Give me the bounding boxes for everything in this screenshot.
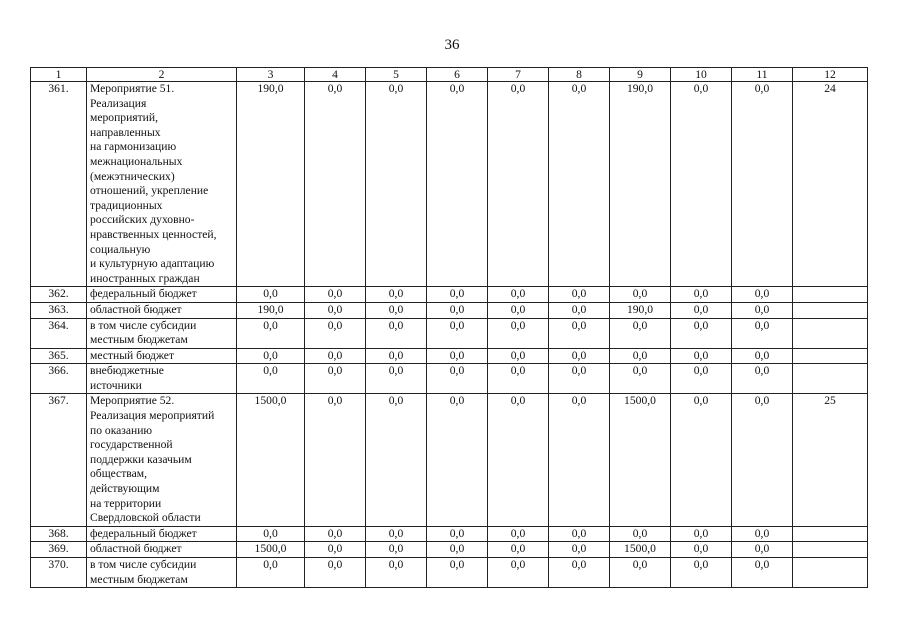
target-reference [793, 318, 868, 348]
value-cell: 0,0 [366, 542, 427, 558]
row-name: областной бюджет [87, 542, 237, 558]
column-header-4: 4 [305, 68, 366, 82]
value-cell: 0,0 [366, 558, 427, 588]
value-cell: 0,0 [237, 364, 305, 394]
column-header-6: 6 [427, 68, 488, 82]
value-cell: 0,0 [732, 558, 793, 588]
row-number: 362. [31, 287, 87, 303]
value-cell: 1500,0 [610, 542, 671, 558]
value-cell: 0,0 [305, 348, 366, 364]
table-row [31, 318, 868, 348]
value-cell: 0,0 [366, 526, 427, 542]
value-cell: 0,0 [427, 542, 488, 558]
table-row [31, 82, 868, 287]
value-cell: 0,0 [366, 348, 427, 364]
value-cell: 0,0 [549, 394, 610, 526]
row-name: Мероприятие 52. Реализация мероприятий по оказанию государственной поддержки казачьим обществам, действующим на территории Свердловской области [87, 394, 237, 526]
value-cell: 0,0 [549, 348, 610, 364]
value-cell: 0,0 [427, 348, 488, 364]
value-cell: 0,0 [427, 526, 488, 542]
table-row [31, 526, 868, 542]
value-cell: 0,0 [366, 82, 427, 287]
target-reference [793, 302, 868, 318]
table-row [31, 558, 868, 588]
column-header-12: 12 [793, 68, 868, 82]
table-row [31, 394, 868, 526]
value-cell: 0,0 [732, 287, 793, 303]
column-header-8: 8 [549, 68, 610, 82]
value-cell: 0,0 [305, 287, 366, 303]
value-cell: 0,0 [427, 318, 488, 348]
value-cell: 1500,0 [610, 394, 671, 526]
value-cell: 0,0 [488, 364, 549, 394]
value-cell: 0,0 [610, 348, 671, 364]
value-cell: 190,0 [237, 302, 305, 318]
value-cell: 0,0 [549, 287, 610, 303]
value-cell: 190,0 [237, 82, 305, 287]
value-cell: 0,0 [671, 82, 732, 287]
value-cell: 0,0 [305, 558, 366, 588]
row-number: 370. [31, 558, 87, 588]
row-name: внебюджетные источники [87, 364, 237, 394]
row-name: федеральный бюджет [87, 287, 237, 303]
value-cell: 0,0 [427, 558, 488, 588]
value-cell: 0,0 [671, 542, 732, 558]
column-header-10: 10 [671, 68, 732, 82]
table-row [31, 364, 868, 394]
target-reference: 24 [793, 82, 868, 287]
table-body [31, 68, 868, 588]
header-row [31, 68, 868, 82]
value-cell: 0,0 [732, 302, 793, 318]
table-row [31, 542, 868, 558]
value-cell: 0,0 [488, 318, 549, 348]
value-cell: 0,0 [610, 287, 671, 303]
value-cell: 0,0 [732, 526, 793, 542]
row-name: областной бюджет [87, 302, 237, 318]
value-cell: 0,0 [549, 302, 610, 318]
row-number: 361. [31, 82, 87, 287]
row-name: в том числе субсидии местным бюджетам [87, 558, 237, 588]
row-number: 363. [31, 302, 87, 318]
column-header-5: 5 [366, 68, 427, 82]
row-name: в том числе субсидии местным бюджетам [87, 318, 237, 348]
column-header-9: 9 [610, 68, 671, 82]
value-cell: 0,0 [610, 318, 671, 348]
column-header-1: 1 [31, 68, 87, 82]
value-cell: 0,0 [237, 287, 305, 303]
row-name: местный бюджет [87, 348, 237, 364]
value-cell: 0,0 [549, 558, 610, 588]
value-cell: 0,0 [488, 348, 549, 364]
value-cell: 0,0 [732, 364, 793, 394]
value-cell: 0,0 [610, 364, 671, 394]
value-cell: 0,0 [671, 287, 732, 303]
budget-table [30, 67, 868, 588]
value-cell: 0,0 [671, 394, 732, 526]
value-cell: 0,0 [366, 364, 427, 394]
row-number: 364. [31, 318, 87, 348]
value-cell: 0,0 [237, 348, 305, 364]
value-cell: 0,0 [488, 526, 549, 542]
value-cell: 0,0 [732, 82, 793, 287]
target-reference [793, 364, 868, 394]
value-cell: 0,0 [305, 318, 366, 348]
value-cell: 0,0 [488, 558, 549, 588]
value-cell: 0,0 [366, 394, 427, 526]
value-cell: 0,0 [488, 302, 549, 318]
value-cell: 0,0 [610, 526, 671, 542]
value-cell: 0,0 [488, 394, 549, 526]
value-cell: 0,0 [366, 318, 427, 348]
table-row [31, 302, 868, 318]
value-cell: 0,0 [305, 394, 366, 526]
value-cell: 0,0 [305, 526, 366, 542]
value-cell: 0,0 [237, 526, 305, 542]
column-header-3: 3 [237, 68, 305, 82]
value-cell: 0,0 [427, 394, 488, 526]
value-cell: 0,0 [671, 526, 732, 542]
target-reference: 25 [793, 394, 868, 526]
value-cell: 0,0 [305, 364, 366, 394]
value-cell: 0,0 [549, 82, 610, 287]
value-cell: 0,0 [549, 364, 610, 394]
value-cell: 0,0 [671, 348, 732, 364]
value-cell: 0,0 [427, 302, 488, 318]
value-cell: 0,0 [610, 558, 671, 588]
table-row [31, 287, 868, 303]
row-number: 367. [31, 394, 87, 526]
value-cell: 0,0 [549, 526, 610, 542]
row-name: федеральный бюджет [87, 526, 237, 542]
value-cell: 0,0 [671, 364, 732, 394]
value-cell: 190,0 [610, 82, 671, 287]
row-number: 369. [31, 542, 87, 558]
value-cell: 0,0 [732, 318, 793, 348]
value-cell: 0,0 [237, 318, 305, 348]
value-cell: 0,0 [488, 542, 549, 558]
value-cell: 0,0 [549, 318, 610, 348]
target-reference [793, 558, 868, 588]
value-cell: 0,0 [732, 542, 793, 558]
value-cell: 0,0 [671, 302, 732, 318]
row-number: 366. [31, 364, 87, 394]
column-header-11: 11 [732, 68, 793, 82]
value-cell: 0,0 [305, 82, 366, 287]
value-cell: 0,0 [366, 302, 427, 318]
value-cell: 0,0 [732, 394, 793, 526]
value-cell: 190,0 [610, 302, 671, 318]
row-number: 368. [31, 526, 87, 542]
target-reference [793, 542, 868, 558]
value-cell: 0,0 [305, 542, 366, 558]
value-cell: 0,0 [237, 558, 305, 588]
value-cell: 0,0 [427, 364, 488, 394]
value-cell: 0,0 [488, 82, 549, 287]
value-cell: 0,0 [671, 318, 732, 348]
value-cell: 1500,0 [237, 542, 305, 558]
column-header-7: 7 [488, 68, 549, 82]
column-header-2: 2 [87, 68, 237, 82]
row-number: 365. [31, 348, 87, 364]
value-cell: 0,0 [427, 82, 488, 287]
value-cell: 0,0 [488, 287, 549, 303]
value-cell: 0,0 [366, 287, 427, 303]
row-name: Мероприятие 51. Реализация мероприятий, направленных на гармонизацию межнациональных (межэтнических) отношений, укрепление традиционных российских духовно- нравственных ценностей, социальную и культурную адаптацию иностранных граждан [87, 82, 237, 287]
table-row [31, 348, 868, 364]
value-cell: 1500,0 [237, 394, 305, 526]
value-cell: 0,0 [732, 348, 793, 364]
target-reference [793, 348, 868, 364]
target-reference [793, 526, 868, 542]
value-cell: 0,0 [671, 558, 732, 588]
value-cell: 0,0 [305, 302, 366, 318]
target-reference [793, 287, 868, 303]
value-cell: 0,0 [549, 542, 610, 558]
value-cell: 0,0 [427, 287, 488, 303]
page-number: 36 [444, 37, 460, 53]
